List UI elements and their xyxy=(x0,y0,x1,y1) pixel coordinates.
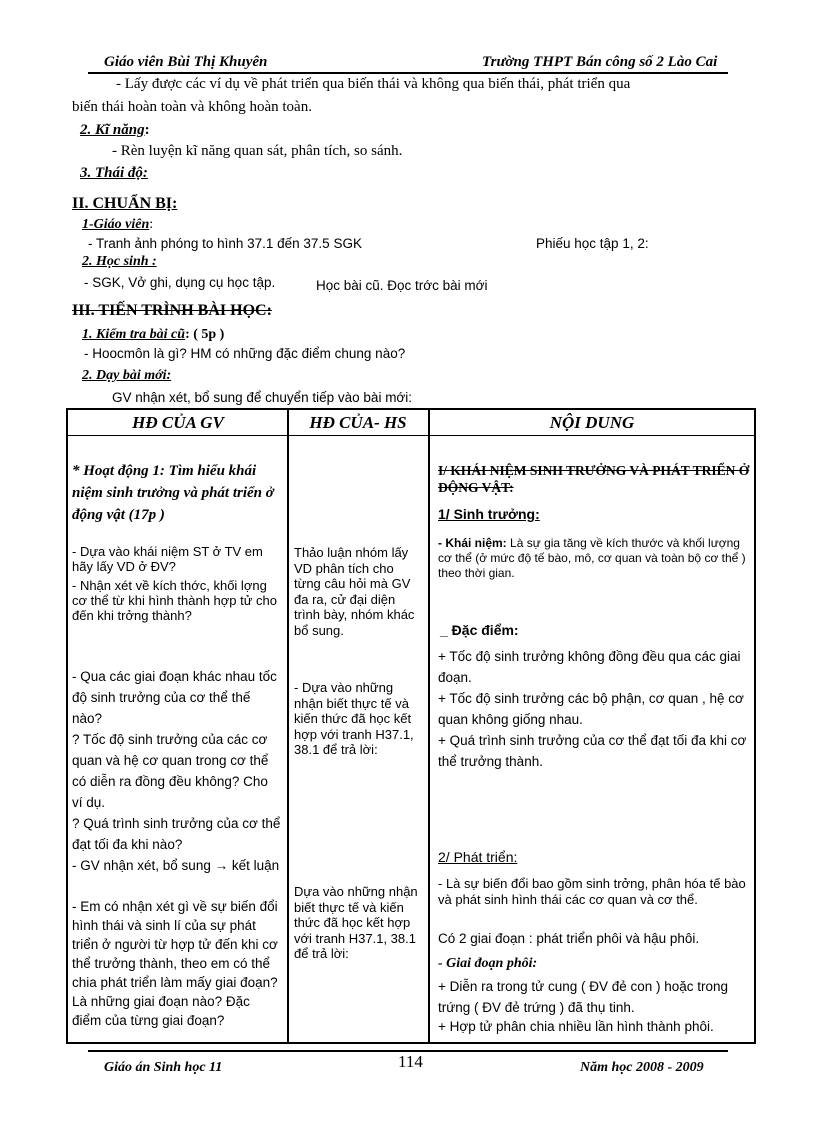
hs-answer-2: - Dựa vào những nhận biết thực tế và kiến thức đã học kết hợp với tranh H37.1, 38.1 để trả lời: xyxy=(294,680,414,757)
nd-growth-title: 1/ Sinh trưởng: xyxy=(438,506,540,522)
nd-growth-feature-3: + Quá trình sinh trưởng của cơ thể đạt tối đa khi cơ thể trưởng thành. xyxy=(438,733,747,769)
table-divider-2 xyxy=(428,410,430,1042)
attitude-title: 3. Thái độ: xyxy=(80,165,148,181)
process-check-time: : ( 5p ) xyxy=(185,327,225,342)
prep-title: II. CHUẨN BỊ: xyxy=(72,195,178,212)
prep-student-title: 2. Học sinh : xyxy=(82,254,157,269)
nd-development-stages: Có 2 giai đoạn : phát triển phôi và hậu phôi. xyxy=(438,931,700,946)
nd-growth-definition-label: - Khái niệm: xyxy=(438,536,507,550)
process-check-heading xyxy=(82,325,224,343)
prep-teacher-heading xyxy=(82,215,153,233)
nd-development-definition: - Là sự biến đổi bao gồm sinh trởng, phân hóa tế bào và phát sinh hình thái các cơ quan và cơ thể. xyxy=(438,876,746,907)
nd-embryo-point-1: + Diễn ra trong tử cung ( ĐV đẻ con ) hoặc trong trứng ( ĐV đẻ trứng ) đã thụ tinh. xyxy=(438,979,729,1015)
skills-text: - Rèn luyện kĩ năng quan sát, phân tích, so sánh. xyxy=(112,143,403,159)
col-header-nd: NỘI DUNG xyxy=(549,413,635,432)
footer-left: Giáo án Sinh học 11 xyxy=(104,1060,223,1075)
prep-teacher-colon: : xyxy=(149,217,154,232)
process-check-text: - Hoocmôn là gì? HM có những đặc điểm chung nào? xyxy=(84,346,406,361)
objective-line-2: biến thái hoàn toàn và không hoàn toàn. xyxy=(72,99,312,115)
header-teacher: Giáo viên Bùi Thị Khuyên xyxy=(104,54,268,70)
hs-answer-3: Dựa vào những nhận biết thực tế và kiến thức đã học kết hợp với tranh H37.1, 38.1 để trả lời: xyxy=(294,884,418,961)
gv-activity-title: * Hoạt động 1: Tìm hiểu khái niệm sinh trưởng và phát triển ở động vật (17p ) xyxy=(72,463,274,523)
prep-teacher-extra: Phiếu học tập 1, 2: xyxy=(536,236,649,251)
nd-embryo-point-2: + Hợp tử phân chia nhiều lần hình thành phôi. xyxy=(438,1019,714,1034)
nd-growth-feature-2: + Tốc độ sinh trưởng các bộ phận, cơ quan , hệ cơ quan không giống nhau. xyxy=(438,691,744,727)
hs-answer-1: Thảo luận nhóm lấy VD phân tích cho từng câu hỏi mà GV đa ra, cử đại diện trình bày, nhóm khác bổ sung. xyxy=(294,545,415,638)
gv-question-3: - Qua các giai đoạn khác nhau tốc độ sinh trưởng của cơ thể thế nào? xyxy=(72,669,277,726)
gv-question-1: - Dựa vào khái niệm ST ở TV em hãy lấy VD ở ĐV? xyxy=(72,544,263,574)
nd-growth-definition xyxy=(438,536,756,581)
process-check-title: 1. Kiểm tra bài cũ xyxy=(82,327,186,342)
prep-student-text: - SGK, Vở ghi, dụng cụ học tập. xyxy=(84,275,276,290)
nd-heading: I/ KHÁI NIỆM SINH TRƯỞNG VÀ PHÁT TRIỂN Ở ĐỘNG VẬT: xyxy=(438,463,750,495)
gv-question-4: ? Tốc độ sinh trưởng của các cơ quan và hệ cơ quan trong cơ thể có diễn ra đồng đều không? Cho ví dụ. xyxy=(72,732,269,810)
objective-line-1: - Lấy được các ví dụ về phát triển qua biến thái và không qua biến thái, phát triển qua xyxy=(116,76,631,92)
process-teach-text: GV nhận xét, bổ sung để chuyển tiếp vào bài mới: xyxy=(112,390,413,405)
nd-embryo-title: - Giai đoạn phôi: xyxy=(438,956,538,971)
gv-question-5: ? Quá trình sinh trưởng của cơ thể đạt tối đa khi nào? xyxy=(72,816,281,852)
prep-teacher-text: - Tranh ảnh phóng to hình 37.1 đến 37.5 SGK xyxy=(88,236,362,251)
footer-page-number: 114 xyxy=(398,1052,423,1071)
header-school: Trường THPT Bán công số 2 Lào Cai xyxy=(482,54,718,70)
process-title: III. TIẾN TRÌNH BÀI HỌC: xyxy=(72,302,272,319)
prep-teacher-title: 1-Giáo viên xyxy=(82,217,150,232)
gv-question-6: - GV nhận xét, bổ sung → kết luận xyxy=(72,858,280,873)
nd-growth-feature-1: + Tốc độ sinh trưởng không đồng đều qua các giai đoạn. xyxy=(438,649,741,685)
skills-heading xyxy=(80,121,150,139)
skills-colon: : xyxy=(144,122,150,138)
gv-question-2: - Nhận xét về kích thớc, khối lợng cơ thể từ khi hình thành hợp tử cho đến khi trởng thành? xyxy=(72,578,278,623)
nd-growth-definition-text: Là sự gia tăng về kích thước và khối lượng cơ thể (ở mức độ tế bào, mô, cơ quan và toàn bộ cơ thể ) theo thời gian. xyxy=(438,536,746,580)
col-header-hs: HĐ CỦA- HS xyxy=(309,413,407,432)
col-header-gv: HĐ CỦA GV xyxy=(132,413,224,432)
gv-question-7: - Em có nhận xét gì về sự biến đổi hình thái và sinh lí của sự phát triển ở người từ hợp tử đến khi cơ thể trưởng thành, theo em có thể chia phát triển làm mấy giai đoạn? Là những giai đoạn nào? Đặc điểm của từng giai đoạn? xyxy=(72,899,278,1028)
process-teach-title: 2. Dạy bài mới: xyxy=(82,368,172,383)
table-divider-1 xyxy=(287,410,289,1042)
nd-development-title: 2/ Phát triển: xyxy=(438,849,518,865)
footer-right: Năm học 2008 - 2009 xyxy=(580,1060,704,1075)
prep-student-extra: Học bài cũ. Đọc trớc bài mới xyxy=(316,278,488,293)
skills-title: 2. Kĩ năng xyxy=(80,122,145,138)
header-rule xyxy=(88,72,728,74)
nd-growth-features-title: _ Đặc điểm: xyxy=(440,622,519,638)
